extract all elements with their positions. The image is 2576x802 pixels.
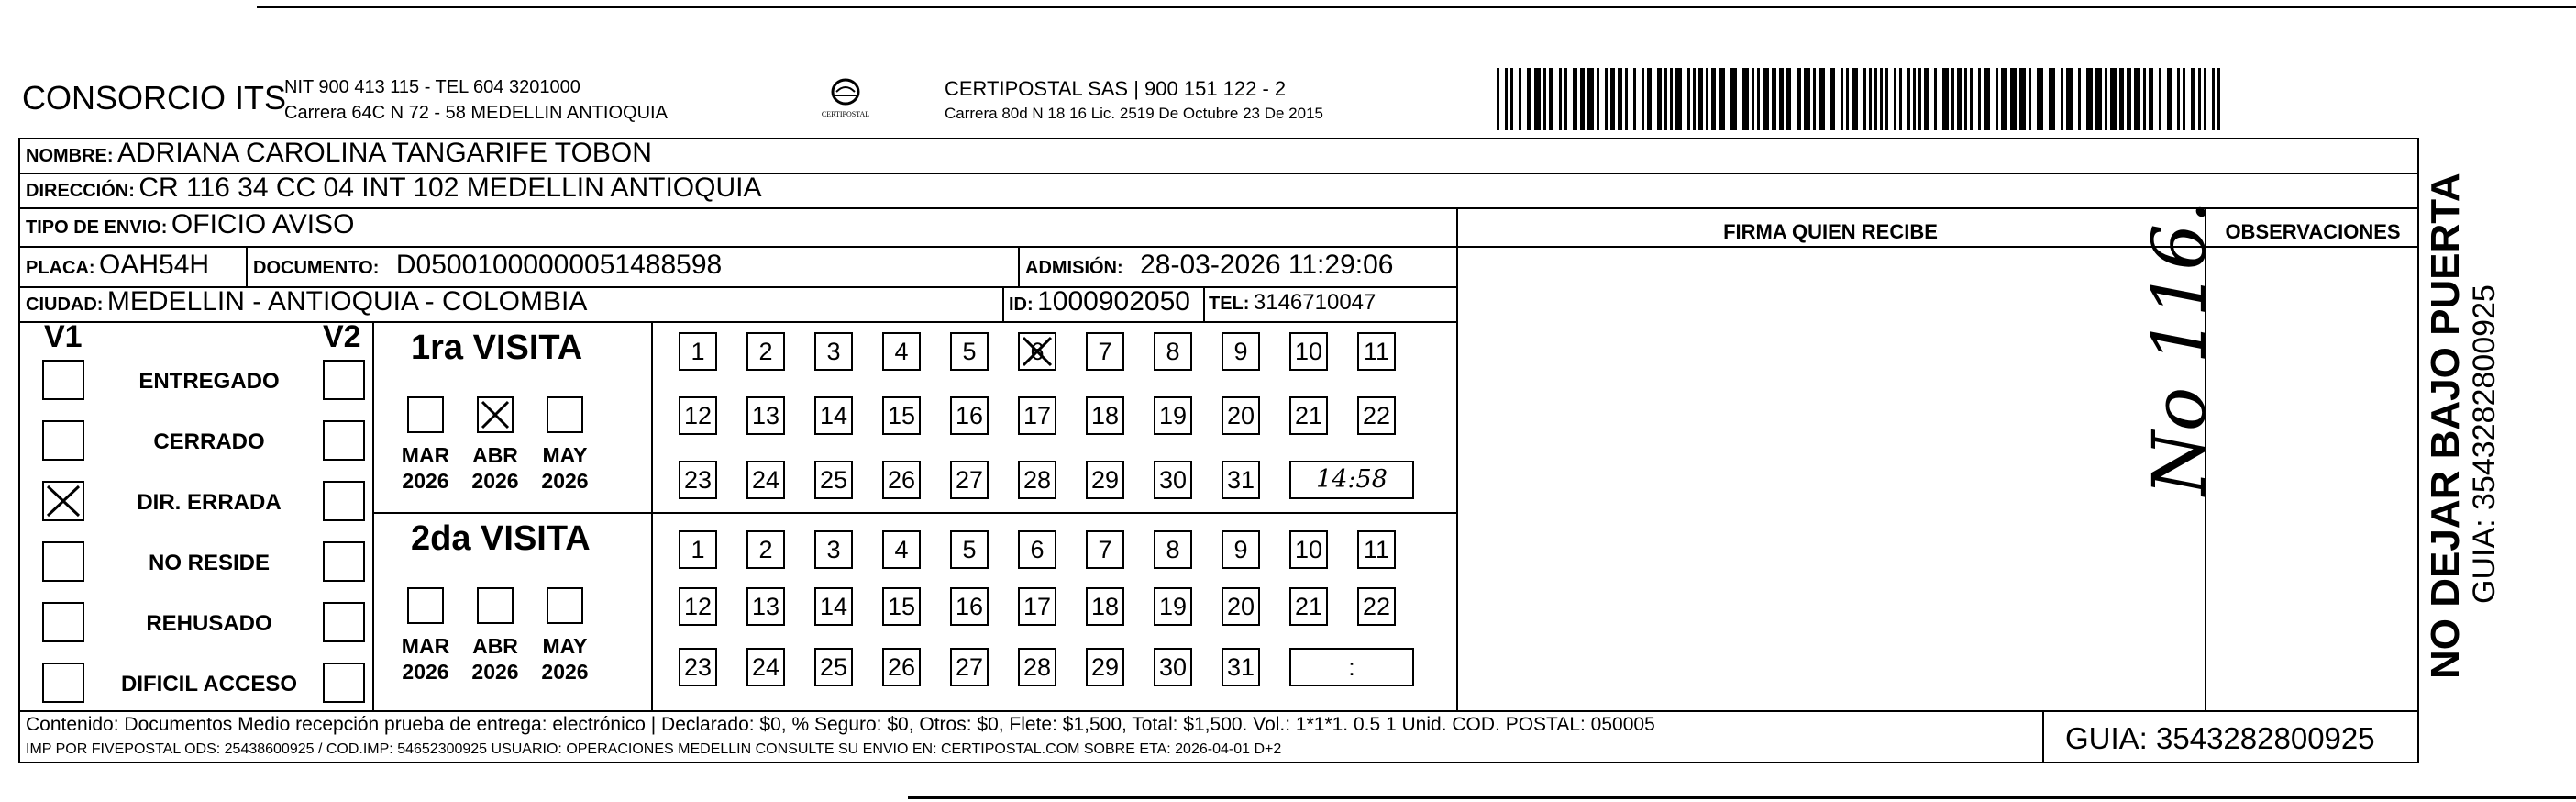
- v1-checkbox[interactable]: [42, 663, 84, 703]
- month-label: MAY 2026: [541, 443, 589, 493]
- day-box[interactable]: 17: [1018, 396, 1056, 435]
- barcode-bar: [1757, 68, 1760, 130]
- day-box[interactable]: 25: [814, 648, 853, 686]
- barcode-bar: [1519, 68, 1521, 130]
- barcode-bar: [1885, 68, 1888, 130]
- day-box[interactable]: 27: [950, 648, 989, 686]
- barcode-bar: [1580, 68, 1585, 130]
- admision-value: 28-03-2026 11:29:06: [1140, 250, 1394, 280]
- admision-label: ADMISIÓN:: [1025, 258, 1123, 278]
- barcode-bar: [1899, 68, 1902, 130]
- barcode-bar: [1996, 68, 1998, 130]
- day-box[interactable]: 7: [1086, 332, 1124, 371]
- barcode-bar: [2049, 68, 2055, 130]
- day-box[interactable]: 4: [882, 332, 921, 371]
- check-mark-icon: [479, 398, 512, 431]
- day-box[interactable]: 26: [882, 461, 921, 499]
- ciudad-label: CIUDAD:: [26, 295, 104, 315]
- day-box[interactable]: 11: [1357, 530, 1396, 569]
- day-box[interactable]: 10: [1289, 530, 1328, 569]
- check-mark-icon: [1020, 334, 1055, 369]
- barcode-bar: [1819, 68, 1825, 130]
- barcode-bar: [1711, 68, 1716, 130]
- ciudad-value: MEDELLIN - ANTIOQUIA - COLOMBIA: [106, 286, 588, 317]
- tipo-value: OFICIO AVISO: [171, 209, 355, 239]
- day-box[interactable]: 23: [679, 648, 717, 686]
- day-box[interactable]: 2: [746, 530, 785, 569]
- barcode-bar: [2095, 68, 2102, 130]
- direccion-value: CR 116 34 CC 04 INT 102 MEDELLIN ANTIOQUIA: [138, 173, 762, 203]
- day-box[interactable]: 20: [1222, 587, 1260, 626]
- barcode-bar: [1894, 68, 1896, 130]
- day-box[interactable]: 12: [679, 396, 717, 435]
- barcode-bar: [1804, 68, 1810, 130]
- documento-label: DOCUMENTO:: [253, 258, 380, 278]
- barcode-bar: [1772, 68, 1776, 130]
- barcode-bar: [1559, 68, 1562, 130]
- footer-line1: Contenido: Documentos Medio recepción prueba de entrega: electrónico | Declarado: $0, % Seguro: $0, Otros: $0, Flete: $1,500, Total: $1,500. Vol.: 1*1*1. 0.5 1 Unid. COD. POSTAL: 050005: [26, 714, 1655, 735]
- tel-field: [1209, 290, 1376, 316]
- barcode-bar: [2191, 68, 2195, 130]
- barcode-bar: [1693, 68, 1696, 130]
- barcode-bar: [2119, 68, 2124, 130]
- barcode-bar: [1642, 68, 1644, 130]
- day-box[interactable]: 31: [1222, 648, 1260, 686]
- day-box[interactable]: 4: [882, 530, 921, 569]
- status-label: CERRADO: [153, 429, 265, 454]
- day-box[interactable]: 12: [679, 587, 717, 626]
- day-box[interactable]: 13: [746, 587, 785, 626]
- barcode-bar: [1942, 68, 1949, 130]
- day-box[interactable]: 2: [746, 332, 785, 371]
- month-label: MAY 2026: [541, 634, 589, 684]
- day-box[interactable]: 21: [1289, 587, 1328, 626]
- v1-label: V1: [44, 319, 83, 354]
- barcode-bar: [1869, 68, 1872, 130]
- v1-checkbox[interactable]: [42, 481, 84, 521]
- status-label: DIFICIL ACCESO: [120, 672, 297, 696]
- barcode-bar: [2010, 68, 2017, 130]
- day-box[interactable]: 22: [1357, 396, 1396, 435]
- v2-checkbox[interactable]: [323, 481, 365, 521]
- barcode-bar: [1719, 68, 1725, 130]
- day-box[interactable]: 6: [1018, 332, 1056, 371]
- day-box[interactable]: 17: [1018, 587, 1056, 626]
- barcode-bar: [1742, 68, 1749, 130]
- id-field: [1009, 286, 1190, 317]
- barcode-bar: [1527, 68, 1531, 130]
- barcode-bar: [2177, 68, 2180, 130]
- month-checkbox[interactable]: [407, 396, 444, 433]
- placa-field: [26, 250, 209, 281]
- day-box[interactable]: 24: [746, 461, 785, 499]
- v1-checkbox[interactable]: [42, 360, 84, 400]
- day-box[interactable]: 28: [1018, 461, 1056, 499]
- day-box[interactable]: 14: [814, 396, 853, 435]
- logo-text: CERTIPOSTAL: [821, 110, 870, 118]
- nombre-row: [26, 138, 652, 169]
- barcode-bar: [1510, 68, 1513, 130]
- barcode-bar: [1863, 68, 1866, 130]
- barcode-bar: [1657, 68, 1662, 130]
- barcode-bar: [2019, 68, 2026, 130]
- nombre-label: NOMBRE:: [26, 146, 114, 166]
- day-box[interactable]: 23: [679, 461, 717, 499]
- barcode-bar: [2078, 68, 2081, 130]
- barcode-bar: [1951, 68, 1954, 130]
- month-checkbox[interactable]: [547, 587, 583, 624]
- direccion-label: DIRECCIÓN:: [26, 181, 135, 201]
- time-box[interactable]: :: [1289, 648, 1414, 686]
- barcode-bar: [1841, 68, 1843, 130]
- barcode-bar: [1618, 68, 1622, 130]
- day-box[interactable]: 15: [882, 396, 921, 435]
- direccion-row: [26, 173, 762, 204]
- barcode-bar: [2127, 68, 2131, 130]
- day-box[interactable]: 5: [950, 530, 989, 569]
- day-box[interactable]: 14: [814, 587, 853, 626]
- id-label: ID:: [1009, 295, 1034, 315]
- tel-label: TEL:: [1209, 294, 1250, 314]
- barcode-bar: [2037, 68, 2043, 130]
- barcode-bar: [1706, 68, 1708, 130]
- status-label: ENTREGADO: [138, 369, 280, 394]
- visit2-title: 2da VISITA: [411, 519, 591, 558]
- side-guia: GUIA: 3543282800925: [2467, 284, 2502, 604]
- day-box[interactable]: 5: [950, 332, 989, 371]
- barcode-bar: [1597, 68, 1599, 130]
- barcode: [1497, 68, 2230, 130]
- day-box[interactable]: 31: [1222, 461, 1260, 499]
- barcode-bar: [1880, 68, 1883, 130]
- barcode-bar: [1675, 68, 1682, 130]
- tipo-envio-row: [26, 209, 354, 240]
- day-box[interactable]: 26: [882, 648, 921, 686]
- barcode-bar: [2086, 68, 2093, 130]
- barcode-bar: [1587, 68, 1594, 130]
- barcode-bar: [1752, 68, 1754, 130]
- v2-checkbox[interactable]: [323, 541, 365, 582]
- day-box[interactable]: 24: [746, 648, 785, 686]
- barcode-bar: [2029, 68, 2031, 130]
- barcode-bar: [1907, 68, 1910, 130]
- day-box[interactable]: 22: [1357, 587, 1396, 626]
- barcode-bar: [1625, 68, 1628, 130]
- no-dejar-bajo-puerta: NO DEJAR BAJO PUERTA: [2423, 173, 2468, 679]
- barcode-bar: [1786, 68, 1791, 130]
- time-box[interactable]: 14:58: [1289, 461, 1414, 499]
- barcode-bar: [1610, 68, 1615, 130]
- barcode-bar: [1763, 68, 1769, 130]
- bottom-edge-line: [908, 796, 2576, 799]
- day-box[interactable]: 13: [746, 396, 785, 435]
- barcode-bar: [1918, 68, 1921, 130]
- tel-value: 3146710047: [1253, 290, 1376, 315]
- v1-checkbox[interactable]: [42, 602, 84, 642]
- month-checkbox[interactable]: [477, 396, 514, 433]
- month-checkbox[interactable]: [477, 587, 514, 624]
- barcode-bar: [1779, 68, 1784, 130]
- day-box[interactable]: 1: [679, 530, 717, 569]
- placa-value: OAH54H: [99, 250, 210, 280]
- day-box[interactable]: 10: [1289, 332, 1328, 371]
- day-box[interactable]: 8: [1154, 332, 1192, 371]
- barcode-bar: [1874, 68, 1877, 130]
- barcode-bar: [1852, 68, 1858, 130]
- barcode-bar: [2183, 68, 2185, 130]
- day-box[interactable]: 9: [1222, 530, 1260, 569]
- carrier-name: CERTIPOSTAL SAS | 900 151 122 - 2: [945, 77, 1287, 100]
- day-box[interactable]: 16: [950, 587, 989, 626]
- barcode-bar: [1664, 68, 1667, 130]
- month-checkbox[interactable]: [547, 396, 583, 433]
- day-box[interactable]: 21: [1289, 396, 1328, 435]
- barcode-bar: [2110, 68, 2117, 130]
- barcode-bar: [1970, 68, 1973, 130]
- barcode-bar: [2149, 68, 2153, 130]
- day-box[interactable]: 3: [814, 530, 853, 569]
- barcode-bar: [2105, 68, 2107, 130]
- v1-checkbox[interactable]: [42, 420, 84, 461]
- barcode-bar: [1698, 68, 1703, 130]
- month-label: MAR 2026: [401, 634, 450, 684]
- day-box[interactable]: 30: [1154, 648, 1192, 686]
- v1-checkbox[interactable]: [42, 541, 84, 582]
- barcode-bar: [1830, 68, 1835, 130]
- company-nit: NIT 900 413 115 - TEL 604 3201000: [284, 77, 580, 97]
- month-label: ABR 2026: [471, 634, 519, 684]
- barcode-bar: [1534, 68, 1541, 130]
- v2-checkbox[interactable]: [323, 360, 365, 400]
- barcode-bar: [1913, 68, 1916, 130]
- barcode-bar: [2204, 68, 2206, 130]
- day-box[interactable]: 6: [1018, 530, 1056, 569]
- barcode-bar: [1978, 68, 1981, 130]
- month-checkbox[interactable]: [407, 587, 444, 624]
- barcode-bar: [1564, 68, 1567, 130]
- day-box[interactable]: 19: [1154, 396, 1192, 435]
- day-box[interactable]: 29: [1086, 461, 1124, 499]
- tipo-label: TIPO DE ENVIO:: [26, 217, 168, 238]
- day-box[interactable]: 25: [814, 461, 853, 499]
- barcode-bar: [1813, 68, 1816, 130]
- barcode-bar: [1957, 68, 1962, 130]
- barcode-bar: [1846, 68, 1849, 130]
- barcode-bar: [1964, 68, 1967, 130]
- footer-line2: IMP POR FIVEPOSTAL ODS: 25438600925 / COD.IMP: 54652300925 USUARIO: OPERACIONES MEDELLIN CONSULTE SU ENVIO EN: CERTIPOSTAL.COM SOBRE ETA: 2026-04-01 D+2: [26, 741, 1282, 757]
- visit1-title: 1ra VISITA: [411, 329, 583, 367]
- day-box[interactable]: 27: [950, 461, 989, 499]
- day-box[interactable]: 18: [1086, 587, 1124, 626]
- v2-checkbox[interactable]: [323, 420, 365, 461]
- barcode-bar: [1505, 68, 1508, 130]
- day-box[interactable]: 3: [814, 332, 853, 371]
- status-label: NO RESIDE: [148, 551, 271, 575]
- day-box[interactable]: 16: [950, 396, 989, 435]
- company-address: Carrera 64C N 72 - 58 MEDELLIN ANTIOQUIA: [284, 103, 668, 123]
- day-box[interactable]: 20: [1222, 396, 1260, 435]
- barcode-bar: [1497, 68, 1499, 130]
- day-box[interactable]: 1: [679, 332, 717, 371]
- day-box[interactable]: 29: [1086, 648, 1124, 686]
- barcode-bar: [1670, 68, 1673, 130]
- company-name: CONSORCIO ITS: [22, 79, 287, 117]
- barcode-bar: [2212, 68, 2215, 130]
- footer-guia: GUIA: 3543282800925: [2065, 721, 2375, 755]
- check-mark-icon: [44, 483, 83, 519]
- barcode-bar: [1543, 68, 1546, 130]
- day-box[interactable]: 30: [1154, 461, 1192, 499]
- ciudad-field: [26, 286, 587, 317]
- day-box[interactable]: 8: [1154, 530, 1192, 569]
- firma-header: FIRMA QUIEN RECIBE: [1723, 220, 1938, 243]
- id-value: 1000902050: [1037, 286, 1190, 317]
- day-box[interactable]: 18: [1086, 396, 1124, 435]
- status-label: REHUSADO: [146, 611, 272, 636]
- barcode-bar: [1549, 68, 1553, 130]
- day-box[interactable]: 19: [1154, 587, 1192, 626]
- barcode-bar: [2198, 68, 2201, 130]
- day-box[interactable]: 7: [1086, 530, 1124, 569]
- barcode-bar: [1797, 68, 1801, 130]
- observaciones-header: OBSERVACIONES: [2225, 220, 2401, 243]
- carrier-address: Carrera 80d N 18 16 Lic. 2519 De Octubre 23 De 2015: [945, 105, 1323, 122]
- barcode-bar: [2159, 68, 2161, 130]
- barcode-bar: [1924, 68, 1929, 130]
- barcode-bar: [2143, 68, 2146, 130]
- v2-checkbox[interactable]: [323, 663, 365, 703]
- certipostal-logo: [816, 73, 875, 125]
- barcode-bar: [1573, 68, 1577, 130]
- status-label: DIR. ERRADA: [137, 490, 282, 515]
- nombre-value: ADRIANA CAROLINA TANGARIFE TOBON: [117, 138, 652, 168]
- barcode-bar: [2134, 68, 2140, 130]
- month-label: ABR 2026: [471, 443, 519, 493]
- v2-label: V2: [323, 319, 361, 354]
- observaciones-handwriting: No 116.: [2137, 200, 2222, 496]
- day-box[interactable]: 15: [882, 587, 921, 626]
- barcode-bar: [1647, 68, 1652, 130]
- month-label: MAR 2026: [401, 443, 450, 493]
- v2-checkbox[interactable]: [323, 602, 365, 642]
- barcode-bar: [2217, 68, 2220, 130]
- barcode-bar: [2001, 68, 2007, 130]
- admision-field: [1025, 250, 1393, 281]
- top-edge-line: [257, 6, 2576, 8]
- barcode-bar: [1687, 68, 1690, 130]
- barcode-bar: [1633, 68, 1636, 130]
- placa-label: PLACA:: [26, 258, 95, 278]
- barcode-bar: [1730, 68, 1737, 130]
- barcode-bar: [2066, 68, 2073, 130]
- documento-field: [253, 250, 722, 281]
- day-box[interactable]: 9: [1222, 332, 1260, 371]
- day-box[interactable]: 28: [1018, 648, 1056, 686]
- barcode-bar: [2061, 68, 2063, 130]
- barcode-bar: [1934, 68, 1937, 130]
- barcode-bar: [1605, 68, 1608, 130]
- barcode-bar: [2167, 68, 2172, 130]
- documento-value: D05001000000051488598: [395, 250, 723, 280]
- barcode-bar: [1984, 68, 1990, 130]
- day-box[interactable]: 11: [1357, 332, 1396, 371]
